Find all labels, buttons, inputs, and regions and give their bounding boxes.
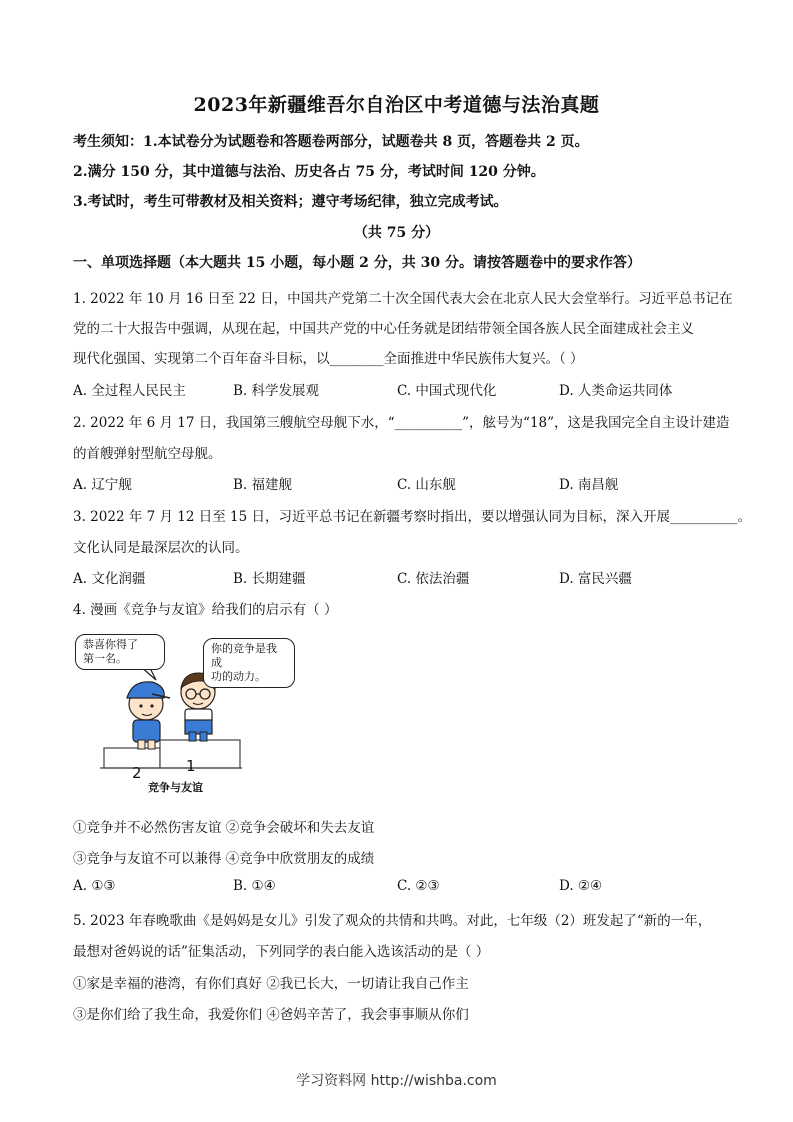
q4-statements-line-2: ③竞争与友谊不可以兼得 ④竞争中欣赏朋友的成绩 (73, 851, 375, 867)
q1-option-b: B. 科学发展观 (233, 383, 320, 399)
podium-number-2: 2 (132, 764, 142, 782)
q3-option-b: B. 长期建疆 (233, 571, 306, 587)
q1-option-d: D. 人类命运共同体 (559, 383, 673, 399)
q4-option-d: D. ②④ (559, 878, 603, 894)
bubble-left-line-2: 第一名。 (83, 652, 127, 665)
podium-first (160, 740, 240, 768)
speech-bubble-left (75, 634, 165, 670)
cartoon-caption: 竞争与友谊 (148, 781, 203, 794)
q3-option-a: A. 文化润疆 (73, 571, 146, 587)
speech-bubble-right (203, 638, 295, 688)
bubble-right-line-2: 功的动力。 (211, 670, 266, 683)
q5-statements-line-2: ③是你们给了我生命，我爱你们 ④爸妈辛苦了，我会事事顺从你们 (73, 1007, 469, 1023)
footer-watermark: 学习资料网 http://wishba.com (296, 1073, 497, 1089)
q5-statements-line-1: ①家是幸福的港湾，有你们真好 ②我已长大，一切请让我自己作主 (73, 976, 469, 992)
q2-option-d: D. 南昌舰 (559, 477, 619, 493)
notice-line-1: 考生须知：1.本试卷分为试题卷和答题卷两部分，试题卷共 8 页，答题卷共 2 页。 (73, 134, 589, 150)
q5-stem-line-2: 最想对爸妈说的话”征集活动，下列同学的表白能入选该活动的是（ ） (73, 944, 490, 960)
boy-with-cap (127, 682, 170, 749)
page-title: 2023年新疆维吾尔自治区中考道德与法治真题 (193, 94, 600, 116)
q2-stem-line-2: 的首艘弹射型航空母舰。 (73, 446, 222, 462)
q2-option-b: B. 福建舰 (233, 477, 293, 493)
q4-option-c: C. ②③ (397, 878, 440, 894)
q4-option-b: B. ①④ (233, 878, 276, 894)
q1-option-c: C. 中国式现代化 (397, 383, 497, 399)
q4-stem: 4. 漫画《竞争与友谊》给我们的启示有（ ） (73, 602, 338, 618)
bubble-left-line-1: 恭喜你得了 (83, 638, 138, 651)
q3-option-c: C. 依法治疆 (397, 571, 470, 587)
cartoon-competition-friendship (70, 628, 277, 796)
q2-stem-line-1: 2. 2022 年 6 月 17 日，我国第三艘航空母舰下水，“__________”，舷号为“18”，这是我国完全自主设计建造 (73, 415, 730, 431)
podium-number-1: 1 (186, 757, 196, 775)
score-total: （共 75 分） (353, 225, 440, 241)
bubble-right-line-1: 你的竞争是我成 (211, 642, 277, 669)
q2-option-a: A. 辽宁舰 (73, 477, 132, 493)
q4-option-a: A. ①③ (73, 878, 116, 894)
q2-option-c: C. 山东舰 (397, 477, 456, 493)
q1-stem-line-2: 党的二十大报告中强调，从现在起，中国共产党的中心任务就是团结带领全国各族人民全面建成社会主义 (73, 321, 694, 337)
q1-stem-line-3: 现代化强国、实现第二个百年奋斗目标，以________全面推进中华民族伟大复兴。（ ） (73, 351, 584, 367)
section-heading: 一、单项选择题（本大题共 15 小题，每小题 2 分，共 30 分。请按答题卷中的要求作答） (73, 255, 641, 271)
q3-stem-line-2: 文化认同是最深层次的认同。 (73, 540, 249, 556)
q3-option-d: D. 富民兴疆 (559, 571, 632, 587)
notice-line-3: 3.考试时，考生可带教材及相关资料；遵守考场纪律，独立完成考试。 (73, 194, 508, 210)
q1-stem-line-1: 1. 2022 年 10 月 16 日至 22 日，中国共产党第二十次全国代表大会在北京人民大会堂举行。习近平总书记在 (73, 291, 733, 307)
q5-stem-line-1: 5. 2023 年春晚歌曲《是妈妈是女儿》引发了观众的共情和共鸣。对此，七年级（2）班发起了“新的一年， (73, 913, 712, 929)
q3-stem-line-1: 3. 2022 年 7 月 12 日至 15 日，习近平总书记在新疆考察时指出，要以增强认同为目标，深入开展__________。 (73, 509, 752, 525)
q1-option-a: A. 全过程人民民主 (73, 383, 186, 399)
notice-line-2: 2.满分 150 分，其中道德与法治、历史各占 75 分，考试时间 120 分钟。 (73, 164, 545, 180)
q4-statements-line-1: ①竞争并不必然伤害友谊 ②竞争会破坏和失去友谊 (73, 820, 375, 836)
